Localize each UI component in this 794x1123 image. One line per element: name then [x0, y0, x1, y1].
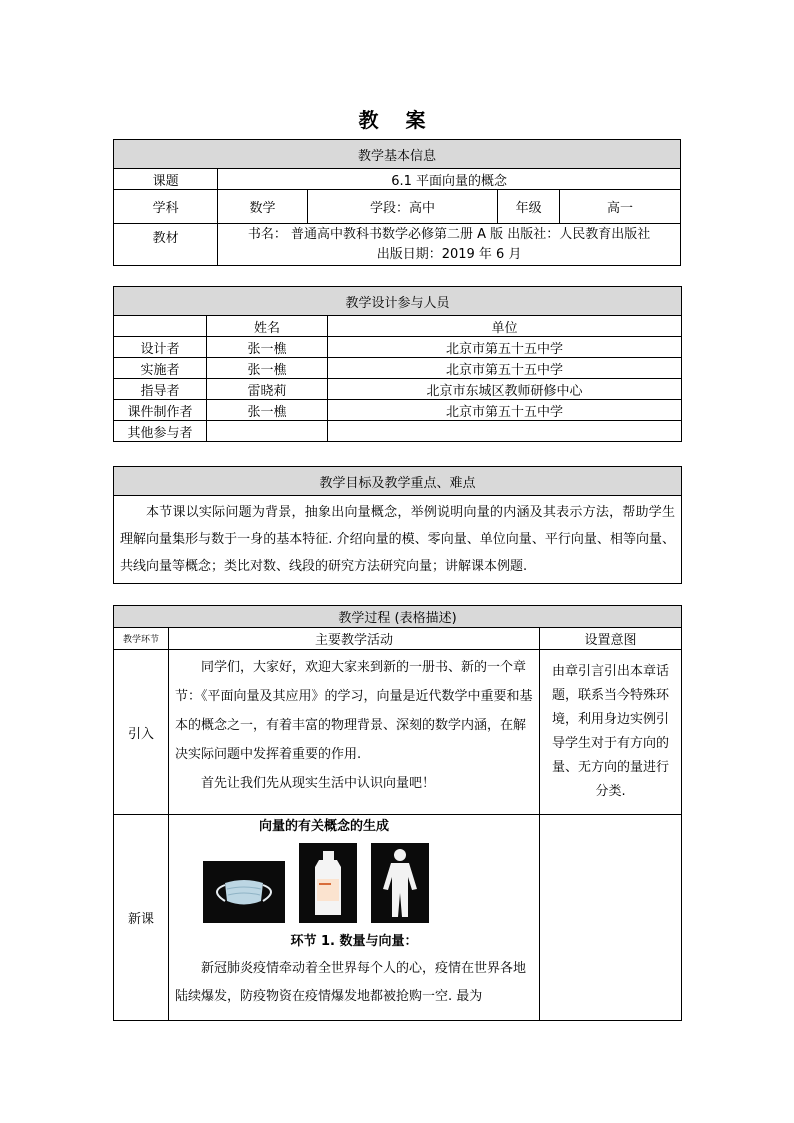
disinfectant-bottle-image: [299, 843, 357, 923]
process-table: [113, 605, 682, 1021]
name-cell: 雷晓莉: [207, 379, 328, 400]
document-title: 教 案: [358, 108, 436, 132]
participants-corner: [114, 316, 207, 337]
role-cell: 实施者: [114, 358, 207, 379]
col-unit-header: 单位: [328, 316, 682, 337]
goals-text: 本节课以实际问题为背景，抽象出向量概念，举例说明向量的内涵及其表示方法，帮助学生理解向量集形与数于一身的基本特征. 介绍向量的模、零向量、单位向量、平行向量、相等向量、共线向量等概念；类比对数、线段的研究方法研究向量；讲解课本例题.: [120, 505, 675, 574]
col-stage-header: 教学环节: [114, 628, 169, 650]
unit-cell: [328, 421, 682, 442]
new-intent-cell: [540, 815, 682, 1021]
intro-paragraph-2: 首先让我们先从现实生活中认识向量吧！: [201, 776, 436, 791]
table-row: [114, 337, 682, 358]
col-activity-header: 主要教学活动: [169, 628, 540, 650]
col-name-header: 姓名: [207, 316, 328, 337]
name-cell: 张一樵: [207, 400, 328, 421]
name-cell: 张一樵: [207, 337, 328, 358]
participants-table: [113, 286, 682, 442]
topic-value: 6.1 平面向量的概念: [218, 169, 681, 190]
basic-info-table: [113, 139, 681, 266]
name-cell: 张一樵: [207, 358, 328, 379]
basic-info-header: 教学基本信息: [114, 140, 681, 169]
role-cell: 指导者: [114, 379, 207, 400]
unit-cell: 北京市第五十五中学: [328, 337, 682, 358]
textbook-line-2: 出版日期：2019 年 6 月: [376, 246, 522, 262]
name-cell: [207, 421, 328, 442]
new-lesson-row: [114, 815, 682, 1021]
goals-header: 教学目标及教学重点、难点: [114, 467, 682, 496]
new-heading: 向量的有关概念的生成: [258, 819, 389, 834]
role-cell: 设计者: [114, 337, 207, 358]
new-stage: 新课: [114, 815, 169, 1021]
unit-cell: 北京市第五十五中学: [328, 400, 682, 421]
unit-cell: 北京市第五十五中学: [328, 358, 682, 379]
table-row: [114, 358, 682, 379]
section-1-title: 环节 1. 数量与向量：: [290, 934, 418, 949]
table-row: [114, 421, 682, 442]
participants-header: 教学设计参与人员: [114, 287, 682, 316]
section-1-paragraph: 新冠肺炎疫情牵动着全世界每个人的心，疫情在世界各地陆续爆发，防疫物资在疫情爆发地都被抢购一空. 最为: [175, 961, 527, 1004]
protective-suit-image: [371, 843, 429, 923]
textbook-label: 教材: [114, 224, 218, 266]
textbook-value: [218, 224, 681, 266]
intro-row: [114, 650, 682, 815]
intro-stage: 引入: [114, 650, 169, 815]
table-row: [114, 400, 682, 421]
grade-value: 高一: [559, 190, 680, 224]
subject-label: 学科: [114, 190, 218, 224]
grade-label: 年级: [498, 190, 560, 224]
face-mask-image: [203, 861, 285, 923]
role-cell: 课件制作者: [114, 400, 207, 421]
unit-cell: 北京市东城区教师研修中心: [328, 379, 682, 400]
col-intent-header: 设置意图: [540, 628, 682, 650]
topic-label: 课题: [114, 169, 218, 190]
stage-value: 学段：高中: [307, 190, 497, 224]
textbook-line-1: 书名： 普通高中教科书数学必修第二册 A 版 出版社：人民教育出版社: [247, 226, 651, 242]
goals-table: [113, 466, 682, 584]
role-cell: 其他参与者: [114, 421, 207, 442]
subject-value: 数学: [218, 190, 308, 224]
table-row: [114, 379, 682, 400]
intro-paragraph-1: 同学们，大家好，欢迎大家来到新的一册书、新的一个章节：《平面向量及其应用》的学习，向量是近代数学中重要和基本的概念之一，有着丰富的物理背景、深刻的数学内涵，在解决实际问题中发挥着重要的作用.: [175, 660, 533, 762]
supplies-photos: [203, 843, 533, 923]
process-header: 教学过程 (表格描述): [114, 606, 682, 628]
intro-intent: 由章引言引出本章话题，联系当今特殊环境，利用身边实例引导学生对于有方向的量、无方向的量进行分类.: [540, 650, 682, 815]
